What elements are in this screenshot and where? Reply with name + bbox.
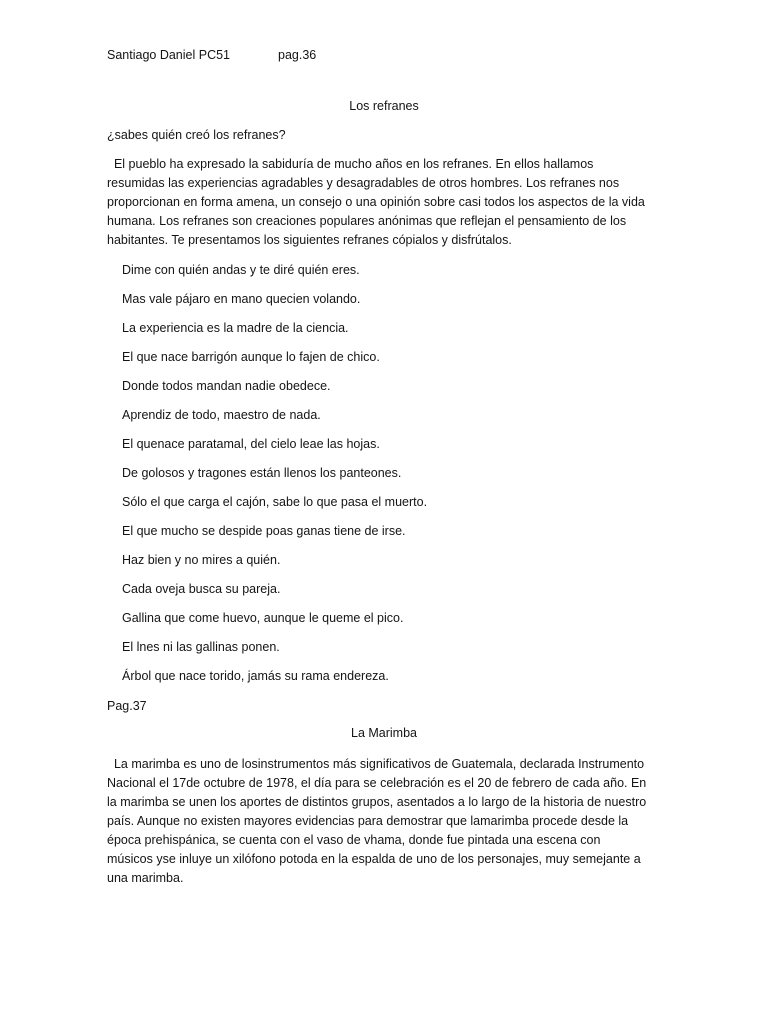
page-number: pag.36 [278,48,317,62]
saying-item: Cada oveja busca su pareja. [122,582,281,596]
saying-item: De golosos y tragones están llenos los panteones. [122,466,402,480]
saying-item: El que nace barrigón aunque lo fajen de chico. [122,350,380,364]
section-title-refranes: Los refranes [349,99,419,113]
intro-paragraph [107,155,647,250]
intro-paragraph-text: El pueblo ha expresado la sabiduría de mucho años en los refranes. En ellos hallamos resumidas las experiencias agradables y desagradables de otros hombres. Los refranes nos proporcionan en forma amena, un consejo o una opinión sobre casi todos los aspectos de la vida humana. Los refranes son creaciones populares anónimas que reflejan el pensamiento de los habitantes. Te presentamos los siguientes refranes cópialos y disfrútalos. [107,157,645,247]
intro-question: ¿sabes quién creó los refranes? [107,128,286,142]
saying-item: Haz bien y no mires a quién. [122,553,281,567]
page-header [107,46,667,65]
marimba-paragraph [107,755,647,888]
sayings-list [122,261,427,696]
marimba-paragraph-text: La marimba es uno de losinstrumentos más significativos de Guatemala, declarada Instrumento Nacional el 17de octubre de 1978, el día para se celebración es el 20 de febrero de cada año. En la marimba se unen los aportes de distintos grupos, asentados a lo largo de la historia de nuestro país. Aunque no existen mayores evidencias para demostrar que lamarimba procede desde la época prehispánica, se cuenta con el vaso de vhama, donde fue pintada una escena con músicos yse inluye un xilófono potoda en la espalda de uno de los personajes, muy semejante a una marimba. [107,757,647,885]
section-title-marimba: La Marimba [351,726,417,740]
author-name: Santiago Daniel PC51 [107,48,230,62]
page-marker: Pag.37 [107,699,147,713]
saying-item: La experiencia es la madre de la ciencia. [122,321,349,335]
saying-item: Aprendiz de todo, maestro de nada. [122,408,321,422]
saying-item: Dime con quién andas y te diré quién eres. [122,263,360,277]
saying-item: Gallina que come huevo, aunque le queme el pico. [122,611,404,625]
saying-item: El lnes ni las gallinas ponen. [122,640,280,654]
saying-item: El que mucho se despide poas ganas tiene de irse. [122,524,406,538]
saying-item: El quenace paratamal, del cielo leae las hojas. [122,437,380,451]
saying-item: Árbol que nace torido, jamás su rama endereza. [122,669,389,683]
saying-item: Mas vale pájaro en mano quecien volando. [122,292,361,306]
saying-item: Donde todos mandan nadie obedece. [122,379,331,393]
saying-item: Sólo el que carga el cajón, sabe lo que pasa el muerto. [122,495,428,509]
